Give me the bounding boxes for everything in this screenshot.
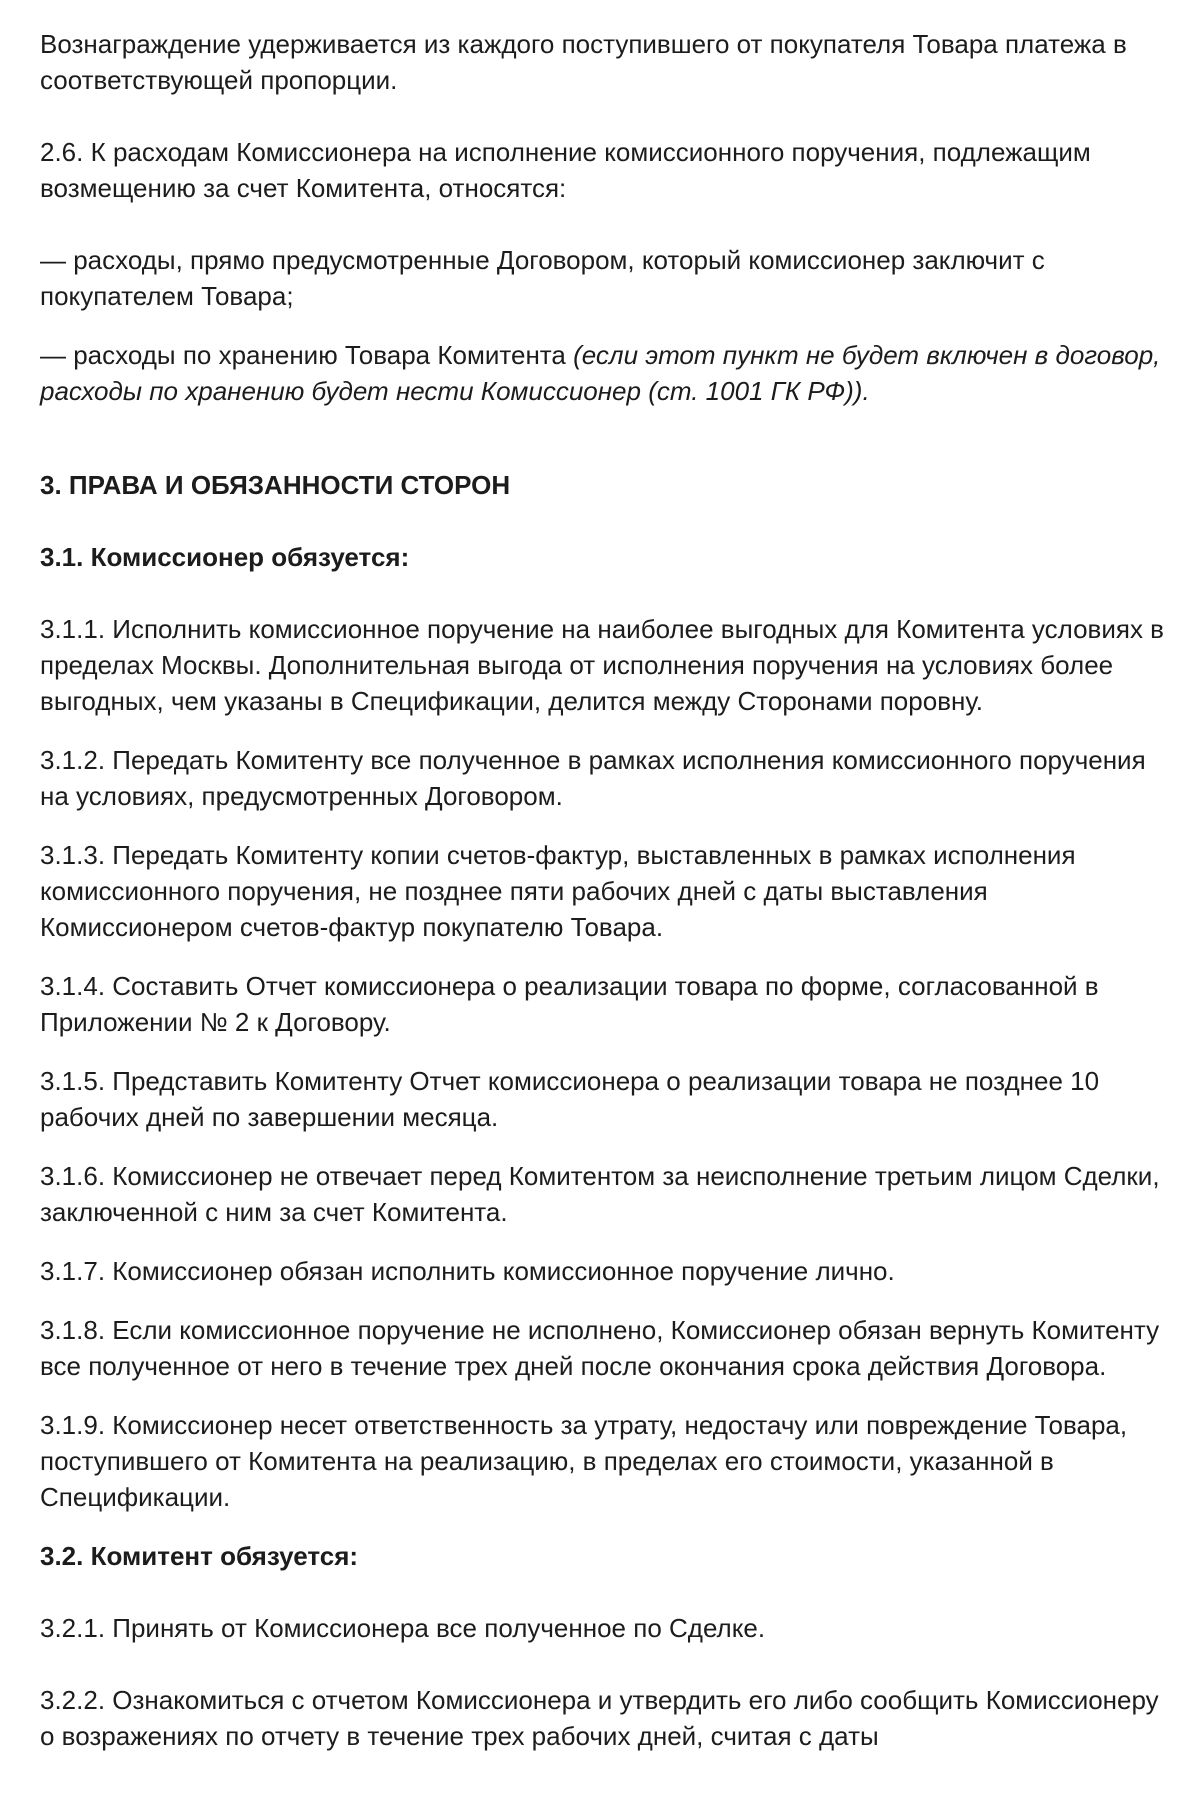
clause-3-1-9: 3.1.9. Комиссионер несет ответственность за утрату, недостачу или повреждение Товара, поступившего от Комитента на реализацию, в пределах его стоимости, указанной в Спецификации.	[40, 1410, 1128, 1512]
paragraph-expense-1: — расходы, прямо предусмотренные Договором, который комиссионер заключит с покупателем Товара;	[40, 245, 1045, 311]
subsection-heading-3-1: 3.1. Комиссионер обязуется:	[40, 542, 410, 572]
clause-3-2-1: 3.2.1. Принять от Комиссионера все полученное по Сделке.	[40, 1613, 766, 1643]
expense-2-text: — расходы по хранению Товара Комитента	[40, 340, 574, 370]
clause-3-1-7: 3.1.7. Комиссионер обязан исполнить комиссионное поручение лично.	[40, 1256, 895, 1286]
clause-3-2-2: 3.2.2. Ознакомиться с отчетом Комиссионера и утвердить его либо сообщить Комиссионеру о возражениях по отчету в течение трех рабочих дней, считая с даты	[40, 1685, 1159, 1751]
section-heading-3: 3. ПРАВА И ОБЯЗАННОСТИ СТОРОН	[40, 470, 511, 500]
document-body	[40, 26, 1170, 1754]
clause-3-1-2: 3.1.2. Передать Комитенту все полученное в рамках исполнения комиссионного поручения на условиях, предусмотренных Договором.	[40, 745, 1146, 811]
clause-3-1-6: 3.1.6. Комиссионер не отвечает перед Комитентом за неисполнение третьим лицом Сделки, заключенной с ним за счет Комитента.	[40, 1161, 1160, 1227]
clause-3-1-1: 3.1.1. Исполнить комиссионное поручение на наиболее выгодных для Комитента условиях в пределах Москвы. Дополнительная выгода от исполнения поручения на условиях более выгодных, чем указаны в Спецификации, делится между Сторонами поровну.	[40, 614, 1164, 716]
expense-2-note: (если этот пункт не будет включен в договор, расходы по хранению будет нести Комиссионер (ст. 1001 ГК РФ)).	[40, 340, 1161, 406]
paragraph-intro: Вознаграждение удерживается из каждого поступившего от покупателя Товара платежа в соответствующей пропорции.	[40, 29, 1127, 95]
clause-3-1-3: 3.1.3. Передать Комитенту копии счетов-фактур, выставленных в рамках исполнения комиссионного поручения, не позднее пяти рабочих дней с даты выставления Комиссионером счетов-фактур покупателю Товара.	[40, 840, 1076, 942]
clause-3-1-4: 3.1.4. Составить Отчет комиссионера о реализации товара по форме, согласованной в Приложении № 2 к Договору.	[40, 971, 1099, 1037]
paragraph-2-6: 2.6. К расходам Комиссионера на исполнение комиссионного поручения, подлежащим возмещению за счет Комитента, относятся:	[40, 137, 1091, 203]
clause-3-1-8: 3.1.8. Если комиссионное поручение не исполнено, Комиссионер обязан вернуть Комитенту все полученное от него в течение трех дней после окончания срока действия Договора.	[40, 1315, 1160, 1381]
clause-3-1-5: 3.1.5. Представить Комитенту Отчет комиссионера о реализации товара не позднее 10 рабочих дней по завершении месяца.	[40, 1066, 1100, 1132]
paragraph-expense-2	[40, 337, 1170, 409]
subsection-heading-3-2: 3.2. Комитент обязуется:	[40, 1541, 359, 1571]
